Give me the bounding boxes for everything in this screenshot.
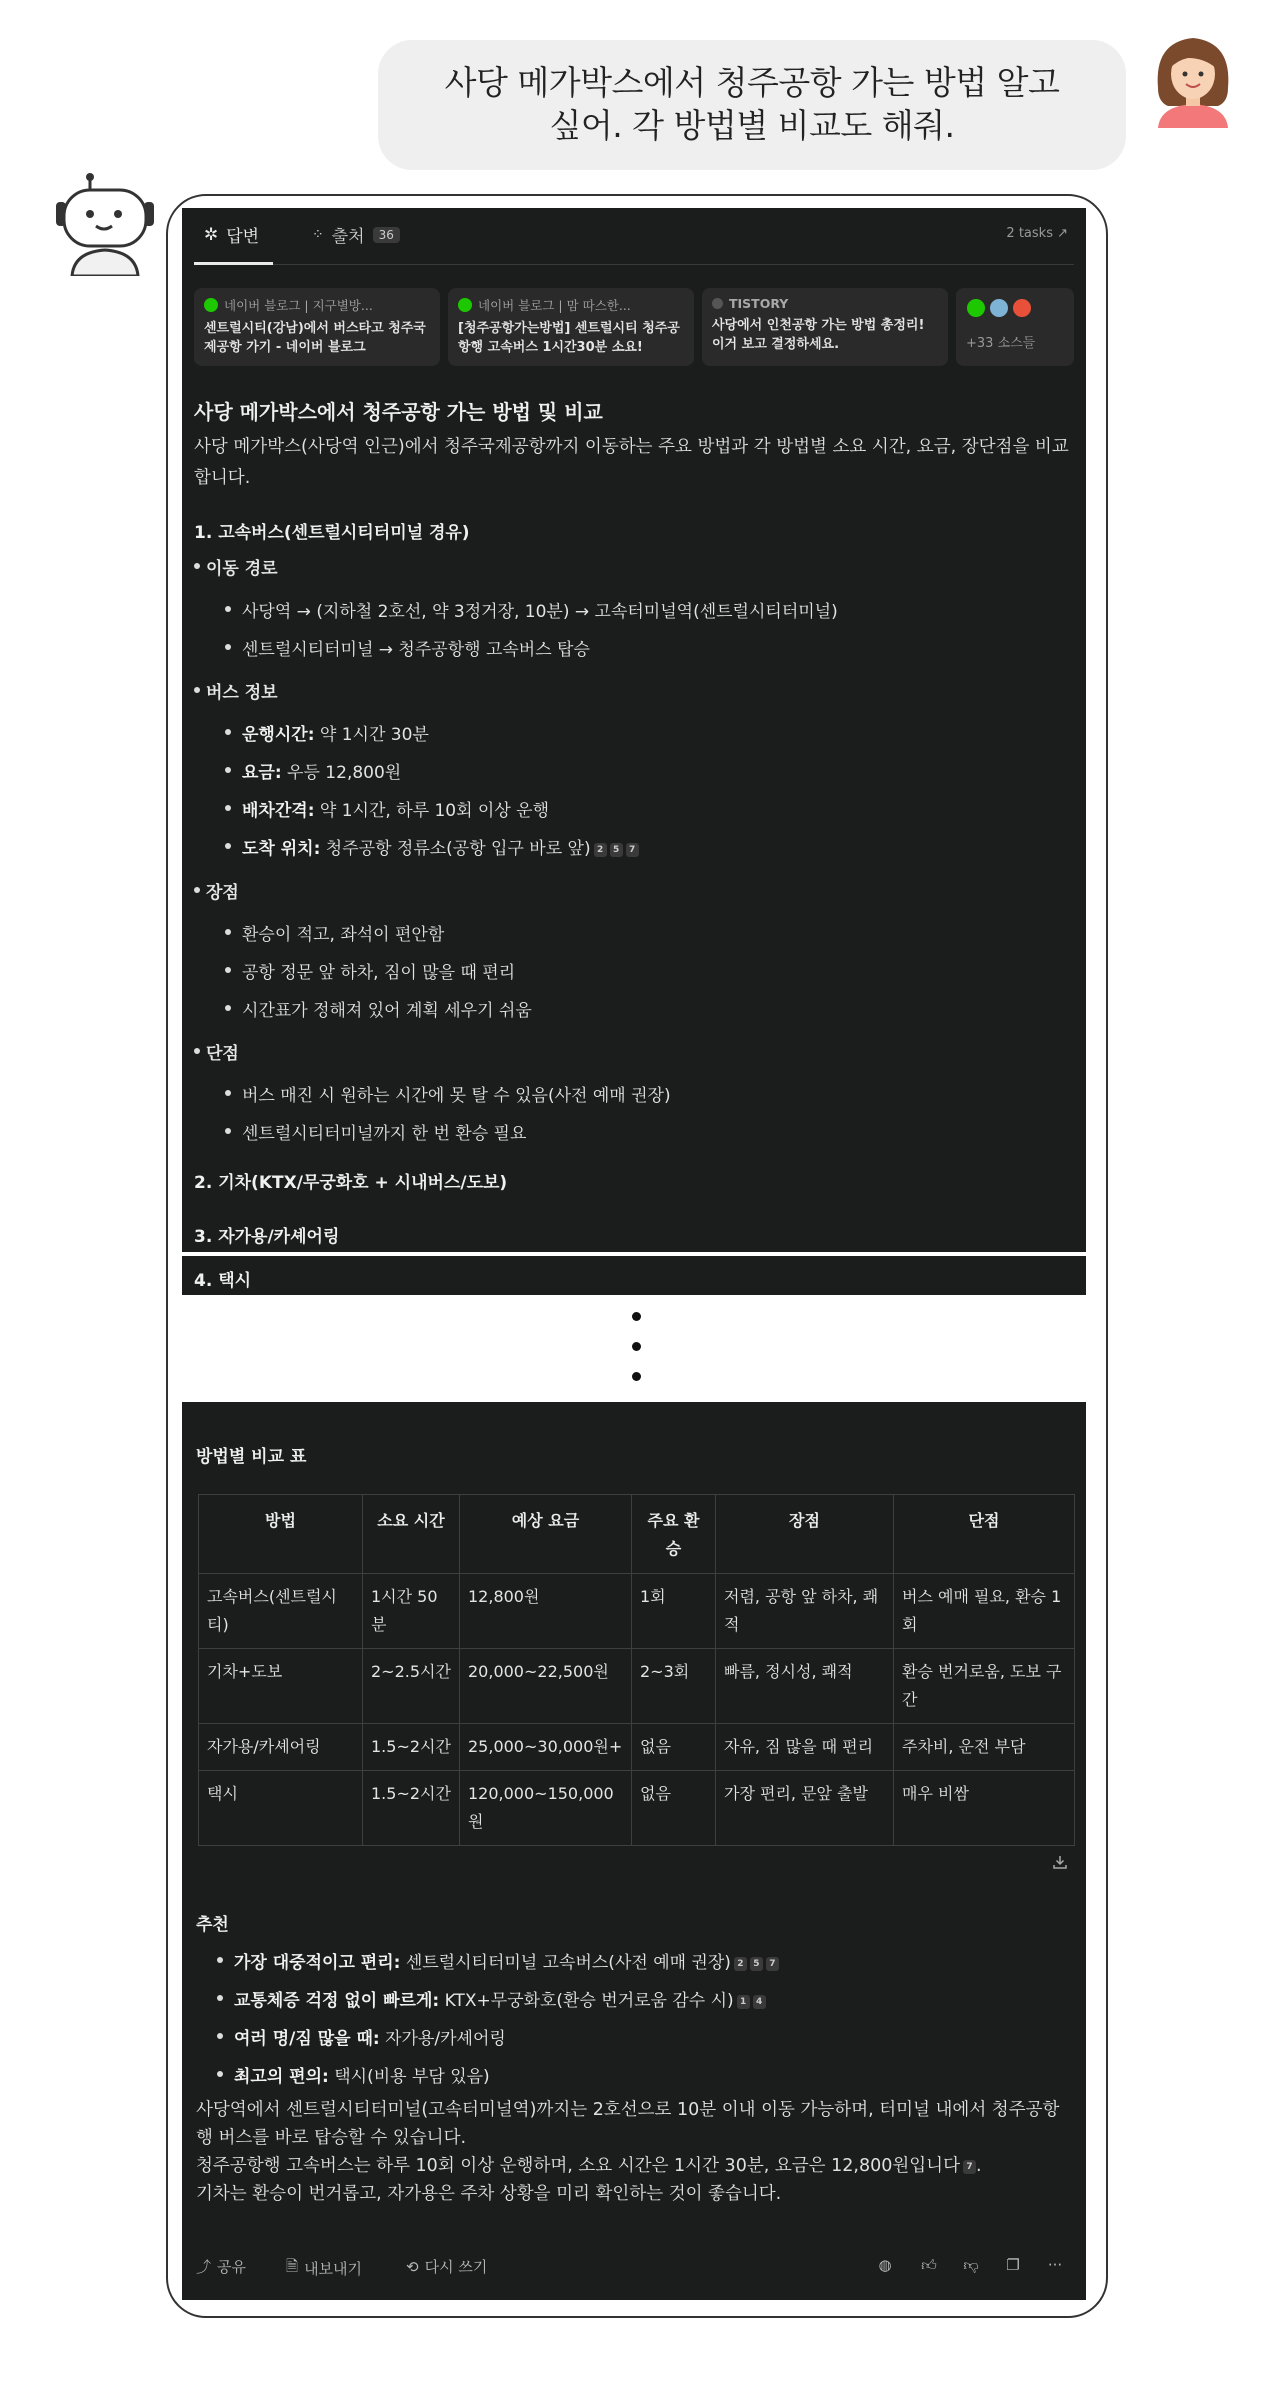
rec-key: 교통체증 걱정 없이 빠르게: [234,1991,440,2011]
recommendation-item [234,2024,506,2049]
share-icon: ⤴ [196,2258,212,2276]
source-cards [194,288,1074,366]
summary-line: 사당역에서 센트럴시티터미널(고속터미널역)까지는 2호선으로 10분 이내 이동 가능하며, 터미널 내에서 청주공항행 버스를 바로 탑승할 수 있습니다. [196,2100,1060,2148]
citation-badge[interactable]: 2 [594,843,607,857]
user-message-line: 사당 메가박스에서 청주공항 가는 방법 알고 [444,63,1060,103]
table-cell: 2~2.5시간 [363,1649,460,1724]
answer-panel-top [182,208,1086,1220]
rec-value: KTX+무궁화호(환승 번거로움 감수 시) [439,1991,734,2011]
table-cell: 자가용/카셰어링 [199,1724,363,1771]
answer-footer [196,2252,1072,2282]
bus-info-item [242,796,549,821]
rec-key: 최고의 편의: [234,2067,329,2087]
download-table-icon[interactable] [1052,1854,1068,1870]
rec-value: 자가용/카셰어링 [379,2029,506,2049]
recommendation-item [234,1986,766,2011]
table-cell: 20,000~22,500원 [460,1649,632,1724]
table-header: 단점 [894,1495,1075,1574]
more-sources-count: +33 소스들 [966,336,1036,351]
comparison-table [198,1494,1075,1846]
pros-label: 장점 [206,878,239,903]
share-button[interactable] [196,2256,246,2277]
export-icon: 🗎 [286,2257,299,2275]
bus-info-item [242,758,401,783]
table-cell: 1.5~2시간 [363,1771,460,1846]
rec-value: 센트럴시티터미널 고속버스(사전 예매 권장) [400,1953,731,1973]
bus-info-label: 버스 정보 [206,678,278,703]
citation-badge[interactable]: 2 [734,1957,747,1971]
table-cell: 매우 비쌈 [894,1771,1075,1846]
method3-heading: 3. 자가용/카셰어링 [194,1227,340,1247]
rewrite-icon: ⟲ [406,2257,419,2276]
table-header: 주요 환승 [632,1495,716,1574]
recommendation-item [234,1948,779,1973]
copy-icon[interactable]: ❐ [1006,2256,1020,2274]
bus-info-value: 약 1시간 30분 [314,725,429,745]
source-title: 센트럴시티(강남)에서 버스타고 청주국제공항 가기 - 네이버 블로그 [204,321,426,355]
thumbs-up-icon[interactable]: 👍︎ [921,2256,937,2274]
table-cell: 고속버스(센트럴시티) [199,1574,363,1649]
citation-badge[interactable]: 7 [963,2160,976,2174]
table-cell: 1.5~2시간 [363,1724,460,1771]
pros-item: 환승이 적고, 좌석이 편안함 [242,920,444,945]
table-cell: 택시 [199,1771,363,1846]
table-cell: 저렴, 공항 앞 하차, 쾌적 [716,1574,894,1649]
bus-info-item [242,720,429,745]
table-cell: 2~3회 [632,1649,716,1724]
table-cell: 가장 편리, 문앞 출발 [716,1771,894,1846]
table-row [199,1574,1075,1649]
naver-icon [204,298,218,312]
table-cell: 25,000~30,000원+ [460,1724,632,1771]
route-label: 이동 경로 [206,554,278,579]
method2-heading: 2. 기차(KTX/무궁화호 + 시내버스/도보) [194,1173,508,1193]
table-header: 장점 [716,1495,894,1574]
more-sources-card[interactable] [956,288,1074,366]
bus-info-key: 도착 위치: [242,839,321,859]
method4-heading: 4. 택시 [194,1271,252,1291]
route-item: 센트럴시티터미널 → 청주공항행 고속버스 탑승 [242,635,590,660]
source-title: 사당에서 인천공항 가는 방법 총정리! 이거 보고 결정하세요. [712,318,925,352]
citation-badge[interactable]: 1 [737,1995,750,2009]
globe-icon[interactable]: ◍ [878,2256,892,2274]
table-cell: 120,000~150,000원 [460,1771,632,1846]
bus-info-value: 약 1시간, 하루 10회 이상 운행 [314,801,549,821]
bus-info-item [242,834,639,859]
bus-info-key: 운행시간: [242,725,315,745]
source-title: [청주공항가는방법] 센트럴시티 청주공항행 고속버스 1시간30분 소요! [458,321,680,355]
table-row [199,1724,1075,1771]
bot-avatar-icon [50,172,160,276]
rec-key: 여러 명/짐 많을 때: [234,2029,380,2049]
table-cell: 없음 [632,1724,716,1771]
comparison-title: 방법별 비교 표 [196,1447,307,1467]
cons-item: 센트럴시티터미널까지 한 번 환승 필요 [242,1119,526,1144]
answer-title: 사당 메가박스에서 청주공항 가는 방법 및 비교 [194,400,603,424]
tab-answer[interactable] [204,222,259,247]
table-header: 방법 [199,1495,363,1574]
user-message-bubble [378,40,1126,170]
method3-section[interactable] [182,1213,1086,1252]
answer-logo-icon: ✲ [204,224,219,245]
source-card[interactable] [448,288,694,366]
source-site: 네이버 블로그 | 지구별방... [224,298,373,313]
table-cell: 기차+도보 [199,1649,363,1724]
table-cell: 없음 [632,1771,716,1846]
table-cell: 1시간 50분 [363,1574,460,1649]
thumbs-down-icon[interactable]: 👎︎ [963,2256,979,2274]
summary-line: 기차는 환승이 번거롭고, 자가용은 주차 상황을 미리 확인하는 것이 좋습니다. [196,2184,782,2204]
table-cell: 1회 [632,1574,716,1649]
table-cell: 빠름, 정시성, 쾌적 [716,1649,894,1724]
rec-key: 가장 대중적이고 편리: [234,1953,401,1973]
globe-icon [989,298,1009,318]
bus-info-key: 배차간격: [242,801,315,821]
source-card[interactable] [702,288,948,366]
naver-icon [458,298,472,312]
tistory-icon [712,298,723,309]
summary-text: 청주공항행 고속버스는 하루 10회 이상 운행하며, 소요 시간은 1시간 30분, 요금은 12,800원입니다 [196,2156,960,2176]
export-button[interactable] [286,2256,362,2281]
answer-intro: 사당 메가박스(사당역 인근)에서 청주국제공항까지 이동하는 주요 방법과 각 방법별 소요 시간, 요금, 장단점을 비교합니다. [194,437,1069,488]
summary-line: 청주공항행 고속버스는 하루 10회 이상 운행하며, 소요 시간은 1시간 30분, 요금은 12,800원입니다 7 . [196,2156,982,2176]
route-item: 사당역 → (지하철 2호선, 약 3정거장, 10분) → 고속터미널역(센트럴시티터미널) [242,597,838,622]
recommendation-item [234,2062,490,2087]
citation-badge[interactable]: 4 [753,1995,766,2009]
citation-badge[interactable]: 7 [626,843,639,857]
tab-sources-label: 출처 [331,227,365,247]
cons-label: 단점 [206,1039,239,1064]
recommendation-title: 추천 [196,1915,229,1935]
answer-panel-bottom [182,1402,1086,2300]
citation-badge[interactable]: 5 [610,843,623,857]
table-cell: 버스 예매 필요, 환승 1회 [894,1574,1075,1649]
table-header: 예상 요금 [460,1495,632,1574]
user-avatar-icon [1148,28,1238,128]
rewrite-label: 다시 쓰기 [424,2258,488,2276]
source-card[interactable] [194,288,440,366]
naver-icon [966,298,986,318]
pros-item: 공항 정문 앞 하차, 짐이 많을 때 편리 [242,958,515,983]
answer-tabs [194,208,1074,265]
bus-info-key: 요금: [242,763,282,783]
table-cell: 환승 번거로움, 도보 구간 [894,1649,1075,1724]
sources-count-badge: 36 [373,227,400,243]
table-row [199,1649,1075,1724]
table-cell: 자유, 짐 많을 때 편리 [716,1724,894,1771]
cons-item: 버스 매진 시 원하는 시간에 못 탈 수 있음(사전 예매 권장) [242,1081,671,1106]
sources-icon: ⁘ [312,226,324,243]
export-label: 내보내기 [304,2260,363,2278]
source-site: 네이버 블로그 | 맘 따스한... [478,298,631,313]
tab-answer-label: 답변 [226,227,260,247]
table-header: 소요 시간 [363,1495,460,1574]
table-row [199,1771,1075,1846]
citation-badge[interactable]: 5 [750,1957,763,1971]
table-cell: 12,800원 [460,1574,632,1649]
share-label: 공유 [217,2258,246,2276]
bus-info-value: 우등 12,800원 [281,763,402,783]
summary-paragraph [196,2096,1076,2208]
citation-badge[interactable]: 7 [766,1957,779,1971]
bus-info-value: 청주공항 정류소(공항 입구 바로 앞) [320,839,591,859]
table-cell: 주차비, 운전 부담 [894,1724,1075,1771]
user-message-line: 싶어. 각 방법별 비교도 해줘. [549,106,955,145]
tasks-link[interactable]: 2 tasks ↗ [1006,226,1068,241]
tab-sources[interactable] [312,222,400,247]
tistory-icon [1012,298,1032,318]
more-options-icon[interactable]: ··· [1047,2256,1063,2274]
source-site: TISTORY [729,296,789,311]
rewrite-button[interactable] [406,2256,487,2277]
rec-value: 택시(비용 부담 있음) [328,2067,490,2087]
omitted-content-ellipsis [632,1312,642,1402]
method4-section[interactable] [182,1256,1086,1295]
method1-heading: 1. 고속버스(센트럴시티터미널 경유) [194,523,470,543]
table-header-row [199,1495,1075,1574]
pros-item: 시간표가 정해져 있어 계획 세우기 쉬움 [242,996,532,1021]
